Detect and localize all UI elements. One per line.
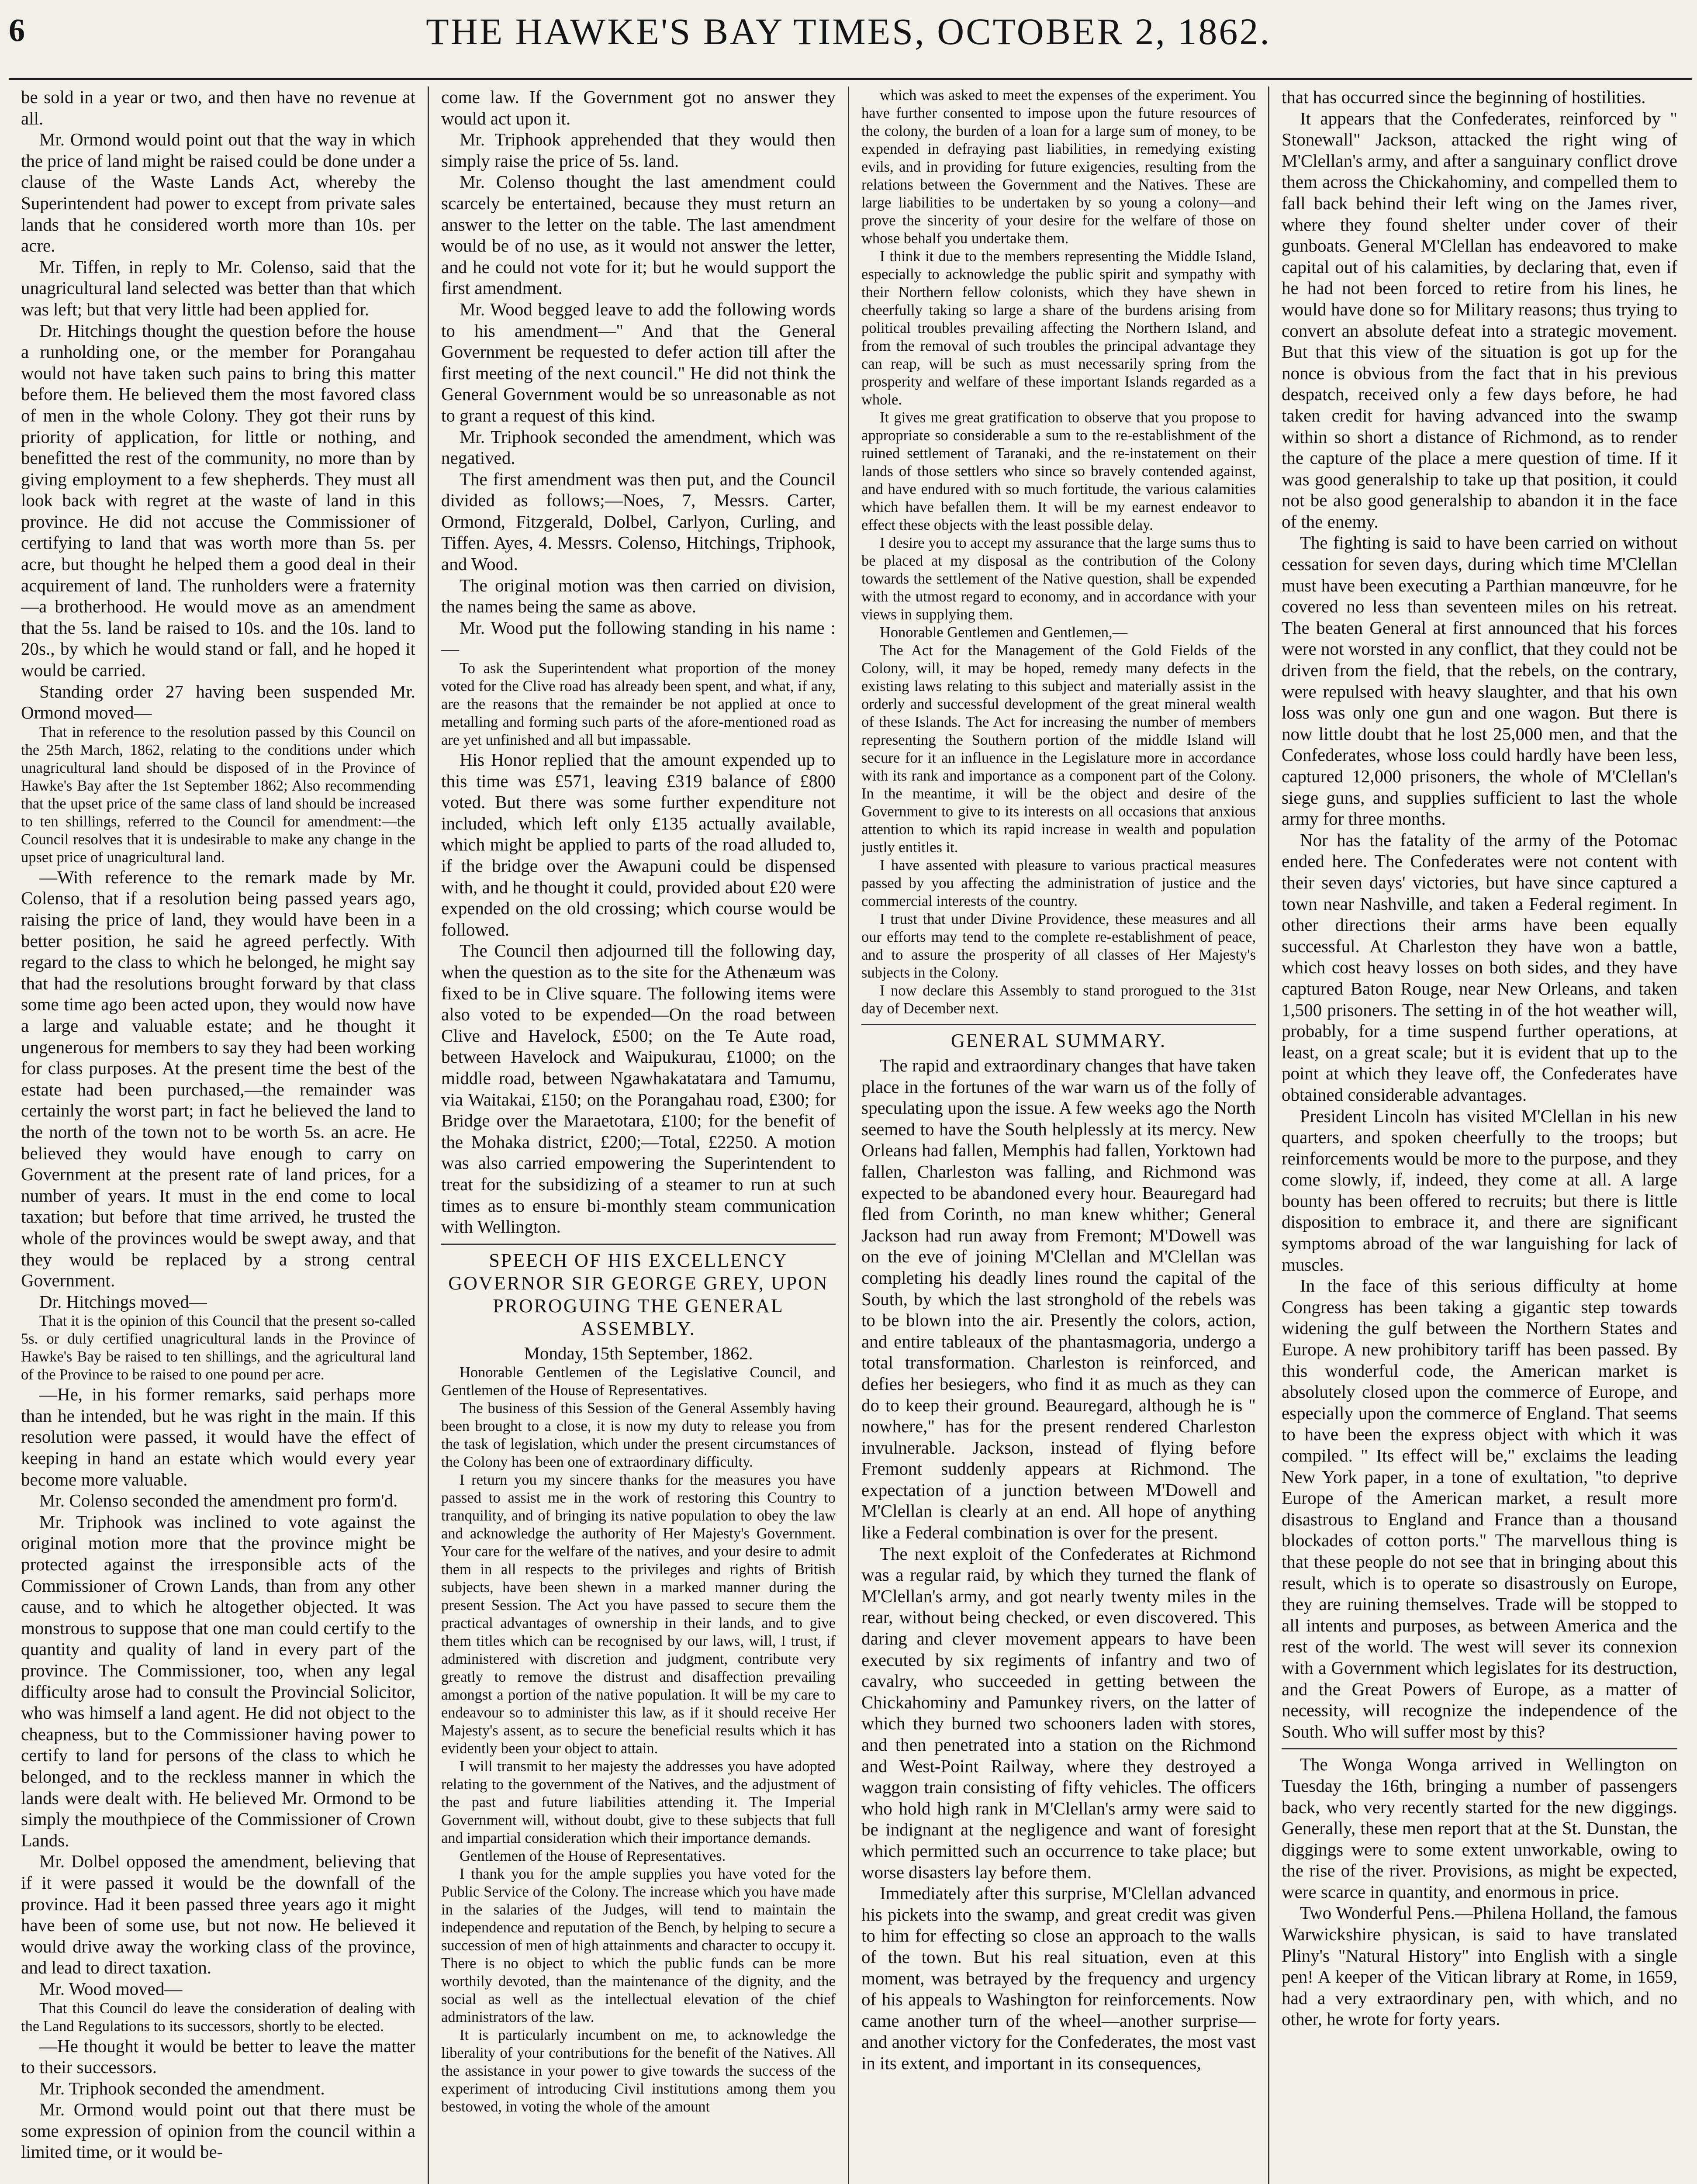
section-divider — [861, 1024, 1256, 1025]
article-paragraph: which was asked to meet the expenses of the experiment. You have further consented to impose upon the future resources of the colony, the burden of a loan for a large sum of money, to be expended in defraying past liabilities, in remedying existing evils, and in providing for future exigencies, resulting from the relations between the Government and the Natives. These are large liabilities to be undertaken by so young a colony—and prove the sincerity of your desire for the welfare of those on whose behalf you undertake them. — [861, 87, 1256, 247]
article-paragraph: The first amendment was then put, and the Council divided as follows;—Noes, 7, Messrs. Carter, Ormond, Fitzgerald, Dolbel, Carlyon, Curling, and Tiffen. Ayes, 4. Messrs. Colenso, Hitchings, Triphook, and Wood. — [441, 469, 836, 574]
page-number: 6 — [9, 13, 25, 48]
article-paragraph: that has occurred since the beginning of hostilities. — [1282, 87, 1646, 107]
article-paragraph: Mr. Ormond would point out that the way in which the price of land might be raised could be done under a clause of the Waste Lands Act, whereby the Superintendent had power to except from private sales lands that he considered worth more than 10s. per acre. — [21, 129, 415, 256]
article-paragraph: Dr. Hitchings thought the question before the house a runholding one, or the member for Porangahau would not have taken such pains to bring this matter before them. He believed them the most favored class of men in the whole Colony. They got their runs by priority of application, for little or nothing, and benefitted the rest of the community, no more than by giving employment to a few shepherds. They must all look back with regret at the waste of land in this province. He did not accuse the Commissioner of certifying to land that was worth more than 5s. per acre, but thought he helped them a good deal in their acquirement of land. The runholders were a fraternity—a brotherhood. He would move as an amendment that the 5s. land be raised to 10s. and the 10s. land to 20s., by which he would stand or fall, and he hoped it would be carried. — [21, 320, 415, 681]
column-2 — [429, 86, 849, 2184]
article-paragraph: The rapid and extraordinary changes that have taken place in the fortunes of the war warn us of the folly of speculating upon the issue. A few weeks ago the North seemed to have the South helplessly at its mercy. New Orleans had fallen, Memphis had fallen, Yorktown had fallen, Charleston was falling, and Richmond was expected to be abandoned every hour. Beauregard had fled from Corinth, no man knew whither; General Jackson had run away from Fremont; M'Dowell was on the eve of joining M'Clellan and M'Clellan was completing his deadly lines round the capital of the South, by which the last stronghold of the rebels was to be blown into the air. Presently the colors, action, and entire tableaux of the phantasmagoria, undergo a total transformation. Charleston is reinforced, and defies her besiegers, who find it as much as they can do to keep their ground. Beauregard, although he is " nowhere," has for the present rendered Charleston invulnerable. Jackson, instead of flying before Fremont suddenly appears at Richmond. The expectation of a junction between M'Dowell and M'Clellan is clearly at an end. All hope of anything like a Federal combination is over for the present. — [861, 1055, 1256, 1543]
article-paragraph: I think it due to the members representing the Middle Island, especially to acknowledge the public spirit and sympathy with their Northern fellow colonists, which they have shewn in cheerfully taking so large a share of the burdens arising from political troubles prevailing affecting the Northern Island, and from the removal of such troubles the principal advantage they can reap, will be such as must necessarily spring from the prosperity and welfare of these important Islands regarded as a whole. — [861, 248, 1256, 408]
article-paragraph: Mr. Colenso seconded the amendment pro form'd. — [39, 1490, 398, 1511]
column-1 — [9, 86, 429, 2184]
article-paragraph: Immediately after this surprise, M'Clellan advanced his pickets into the swamp, and great credit was given to him for effecting so close an approach to the walls of the town. But his real situation, even at this moment, was betrayed by the frequency and urgency of his appeals to Washington for reinforcements. Now came another turn of the wheel—another surprise—and another victory for the Confederates, the most vast in its extent, and important in its consequences, — [861, 1883, 1256, 2073]
article-paragraph: The next exploit of the Confederates at Richmond was a regular raid, by which they turned the flank of M'Clellan's army, and got nearly twenty miles in the rear, without being checked, or even discovered. This daring and clever movement appears to have been executed by six regiments of infantry and two of cavalry, who succeeded in getting between the Chickahominy and Pamunkey rivers, on the latter of which they burned two schooners laden with stores, and then penetrated into a station on the Richmond and West-Point Railway, where they destroyed a waggon train consisting of fifty vehicles. The officers who hold high rank in M'Clellan's army were said to be indignant at the negligence and want of foresight which permitted such an occurrence to take place; but worse disasters lay before them. — [861, 1543, 1256, 1882]
section-divider — [441, 1244, 836, 1245]
article-paragraph: That it is the opinion of this Council that the present so-called 5s. or duly certified unagricultural lands in the Province of Hawke's Bay be raised to ten shillings, and the agricultural land of the Province to be raised to one pound per acre. — [21, 1313, 415, 1383]
article-paragraph: —He thought it would be better to leave the matter to their successors. — [21, 2035, 415, 2077]
article-paragraph: The Act for the Management of the Gold Fields of the Colony, will, it may be hoped, remedy many defects in the existing laws relating to this subject and materially assist in the orderly and successful development of the great mineral wealth of these Islands. The Act for increasing the number of members representing the Southern portion of the middle Island will secure for it an influence in the Legislature more in accordance with its rank and importance as a component part of the Colony. In the meantime, it will be the object and desire of the Government to give to its interests on all occasions that anxious attention to which its rapid increase in wealth and population justly entitles it. — [861, 642, 1256, 856]
article-paragraph: Mr. Triphook seconded the amendment. — [39, 2078, 325, 2098]
article-paragraph: Mr. Ormond would point out that there must be some expression of opinion from the council within a limited time, or it would be- — [21, 2099, 415, 2162]
columns — [9, 86, 1690, 2184]
masthead-title: THE HAWKE'S BAY TIMES, OCTOBER 2, 1862. — [426, 10, 1271, 52]
article-paragraph: That this Council do leave the consideration of dealing with the Land Regulations to its successors, shortly to be elected. — [21, 2000, 415, 2035]
article-paragraph: That in reference to the resolution passed by this Council on the 25th March, 1862, relating to the conditions under which unagricultural land should be disposed of in the Province of Hawke's Bay after the 1st September 1862; Also recommending that the upset price of the same class of land should be increased to ten shillings, referred to the Council for amendment:—the Council resolves that it is undesirable to make any change in the upset price of unagricultural land. — [21, 723, 415, 866]
article-paragraph: I trust that under Divine Providence, these measures and all our efforts may tend to the complete re-establishment of peace, and to assure the prosperity of all classes of Her Majesty's subjects in the Colony. — [861, 911, 1256, 981]
article-paragraph: Mr. Triphook apprehended that they would then simply raise the price of 5s. land. — [441, 129, 836, 171]
article-paragraph: Mr. Wood put the following standing in his name :— — [441, 617, 836, 659]
article-paragraph: Mr. Dolbel opposed the amendment, believing that if it were passed it would be the downfall of the province. Had it been passed three years ago it might have been of some use, but not now. He believed it would drive away the working class of the province, and lead to direct taxation. — [21, 1851, 415, 1978]
section-divider — [1282, 1748, 1677, 1749]
article-paragraph: I thank you for the ample supplies you have voted for the Public Service of the Colony. The increase which you have made in the salaries of the Judges, will tend to maintain the independence and reputation of the Bench, by helping to secure a succession of men of high attainments and character to occupy it. There is no object to which the public funds can be more worthily devoted, than the maintenance of the dignity, and the social as well as the intellectual elevation of the chief administrators of the law. — [441, 1866, 836, 2026]
column-4 — [1269, 86, 1690, 2184]
article-paragraph: Mr. Wood begged leave to add the following words to his amendment—" And that the General Government be requested to defer action till after the first meeting of the next council." He did not think the General Government would be so unreasonable as not to grant a request of this kind. — [441, 299, 836, 425]
article-paragraph: I return you my sincere thanks for the measures you have passed to assist me in the work of restoring this Country to tranquility, and of bringing its native population to obey the law and acknowledge the authority of Her Majesty's Government. Your care for the welfare of the natives, and your desire to admit them in all respects to the privileges and rights of British subjects, have been shewn in a marked manner during the present Session. The Act you have passed to secure them the practical advantages of ownership in their lands, and to give them titles which can be recognised by our laws, will, I trust, if administered with discretion and judgment, contribute very greatly to remove the distrust and disaffection prevailing amongst a portion of the native population. It will be my care to endeavour so to administer this law, as if it should receive Her Majesty's assent, as to secure the beneficial results which it has evidently been your object to attain. — [441, 1472, 836, 1757]
article-paragraph: Mr. Wood moved— — [39, 1978, 183, 1999]
article-paragraph: President Lincoln has visited M'Clellan in his new quarters, and spoken cheerfully to the troops; but reinforcements would be more to the purpose, and they come slowly, if, indeed, they come at all. A large bounty has been offered to recruits; but there is little disposition to embrace it, and there are significant symptoms abroad of the war languishing for lack of muscles. — [1282, 1106, 1677, 1275]
article-paragraph: To ask the Superintendent what proportion of the money voted for the Clive road has already been spent, and what, if any, are the reasons that the remainder be not applied at once to metalling and forming such parts of the afore-mentioned road as are yet unfinished and all but impassable. — [441, 660, 836, 749]
article-paragraph: The business of this Session of the General Assembly having been brought to a close, it is now my duty to release you from the task of legislation, which under the present circumstances of the Colony has been one of extraordinary difficulty. — [441, 1400, 836, 1471]
article-paragraph: be sold in a year or two, and then have no revenue at all. — [21, 87, 415, 128]
article-paragraph: Gentlemen of the House of Representatives. — [460, 1848, 726, 1865]
article-paragraph: His Honor replied that the amount expended up to this time was £571, leaving £319 balance of £800 voted. But there was some further expenditure not included, which left only £135 actually available, which might be applied to parts of the road alluded to, if the bridge over the Awapuni could be dispensed with, and he thought it could, provided about £20 were expended on the old crossing; which course would be followed. — [441, 750, 836, 940]
article-paragraph: come law. If the Government got no answer they would act upon it. — [441, 87, 836, 128]
article-paragraph: Honorable Gentlemen of the Legislative Council, and Gentlemen of the House of Representatives. — [441, 1364, 836, 1399]
article-paragraph: Mr. Triphook seconded the amendment, which was negatived. — [441, 426, 836, 468]
article-paragraph: Dr. Hitchings moved— — [39, 1291, 207, 1312]
article-paragraph: The Wonga Wonga arrived in Wellington on Tuesday the 16th, bringing a number of passengers back, who very recently started for the new diggings. Generally, these men report that at the St. Dunstan, the diggings were to some extent unworkable, owing to the rise of the river. Provisions, as might be expected, were scarce in quantity, and enormous in price. — [1282, 1754, 1677, 1902]
article-paragraph: —With reference to the remark made by Mr. Colenso, that if a resolution being passed years ago, raising the price of land, they would have been in a better position, he said he agreed perfectly. With regard to the class to which he belonged, he might say that had the resolutions brought forward by that class some time ago been acted upon, they would now have a large and valuable estate; and he thought it ungenerous for members to say they had been working for class purposes. At the present time the best of the estate had been purchased,—the remainder was certainly the worst part; in fact he believed the land to the north of the town not to be worth 5s. an acre. He believed they would have enough to carry on Government at the present rate of land prices, for a number of years. It must in the end come to local taxation; but before that time arrived, he trusted the whole of the provinces would be swept away, and that they would be replaced by a strong central Government. — [21, 867, 415, 1291]
section-heading: GENERAL SUMMARY. — [951, 1030, 1166, 1051]
article-paragraph: Nor has the fatality of the army of the Potomac ended here. The Confederates were not content with their seven days' victories, but have since captured a town near Nashville, and taken a Federal regiment. In other directions their arms have been equally successful. At Charleston they have won a battle, which cost heavy losses on both sides, and they have captured Baton Rouge, near New Orleans, and taken 1,500 prisoners. The setting in of the hot weather will, probably, for a time suspend further operations, at least, on a great scale; but it is evident that up to the point at which they leave off, the Confederates have obtained considerable advantages. — [1282, 829, 1677, 1105]
article-paragraph: Mr. Tiffen, in reply to Mr. Colenso, said that the unagricultural land selected was better than that which was left; but that very little had been applied for. — [21, 256, 415, 319]
article-paragraph: Mr. Colenso thought the last amendment could scarcely be entertained, because they must return an answer to the letter on the table. The last amendment would be of no use, as it would not answer the letter, and he could not vote for it; but he would support the first amendment. — [441, 172, 836, 298]
article-paragraph: I now declare this Assembly to stand prorogued to the 31st day of December next. — [861, 982, 1256, 1017]
article-paragraph: —He, in his former remarks, said perhaps more than he intended, but he was right in the main. If this resolution were passed, it would have the effect of keeping in hand an estate which would every year become more valuable. — [21, 1384, 415, 1489]
article-paragraph: Mr. Triphook was inclined to vote against the original motion more that the province might be protected against the irresponsible acts of the Commissioner of Crown Lands, than from any other cause, and to which he altogether objected. It was monstrous to suppose that one man could certify to the quantity and quality of land in every part of the province. The Commissioner, too, when any legal difficulty arose had to consult the Provincial Solicitor, who was himself a land agent. He did not object to the cheapness, but to the Commissioner having power to certify to land for persons of the class to which he belonged, and to the reckless manner in which the lands were dealt with. He believed Mr. Ormond to be simply the mouthpiece of the Commissioner of Crown Lands. — [21, 1511, 415, 1850]
section-heading: SPEECH OF HIS EXCELLENCY GOVERNOR SIR GEORGE GREY, UPON PROROGUING THE GENERAL ASSEMBLY. — [448, 1249, 829, 1339]
article-paragraph: The fighting is said to have been carried on without cessation for seven days, during which time M'Clellan must have been executing a Parthian manœuvre, for he covered no less than seventeen miles on his retreat. The beaten General at first announced that his forces were not worsted in any conflict, that they could not be driven from the field, that the rebels, on the contrary, were repulsed with heavy slaughter, and that his own loss was only one gun and one wagon. But there is now little doubt that he lost 25,000 men, and that the Confederates, whose loss could hardly have been less, captured 12,000 prisoners, the whole of M'Clellan's siege guns, and supplies sufficient to last the whole army for three months. — [1282, 532, 1677, 829]
article-paragraph: It gives me great gratification to observe that you propose to appropriate so considerable a sum to the re-establishment of the ruined settlement of Taranaki, and the re-instatement on their lands of those settlers who since so bravely contended against, and have endured with so much fortitude, the various calamities which have befallen them. It will be my earnest endeavor to effect these objects with the least possible delay. — [861, 409, 1256, 533]
article-paragraph: It is particularly incumbent on me, to acknowledge the liberality of your contributions for the benefit of the Natives. All the assistance in your power to give towards the success of the experiment of introducing Civil institutions among them you bestowed, in voting the whole of the amount — [441, 2027, 836, 2115]
article-paragraph: It appears that the Confederates, reinforced by " Stonewall" Jackson, attacked the right wing of M'Clellan's army, and after a sanguinary conflict drove them across the Chickahominy, and compelled them to fall back behind their left wing on the James river, where they found shelter under cover of their gunboats. General M'Clellan has endeavored to make capital out of his calamities, by declaring that, even if he had not been forced to retire from his lines, he would have done so for Military reasons; thus trying to convert an absolute defeat into a strategic movement. But that this view of the situation is got up for the nonce is obvious from the fact that in his previous despatch, received only a few days before, he had taken credit for having advanced into the swamp within so short a distance of Richmond, as to render the capture of the place a mere question of time. If it was good generalship to take up that position, it could not be also good generalship to abandon it in the face of the enemy. — [1282, 108, 1677, 532]
column-3 — [849, 86, 1269, 2184]
article-paragraph: In the face of this serious difficulty at home Congress has been taking a gigantic step towards widening the gulf between the Northern States and Europe. A new prohibitory tariff has been passed. By this wonderful code, the American market is absolutely closed upon the commerce of Europe, and especially upon the commerce of England. That seems to have been the express object with which it was compiled. " Its effect will be," exclaims the leading New York paper, in a tone of exultation, "to deprive Europe of the American market, a result more disastrous to England and France than a thousand blockades of cotton ports." The marvellous thing is that these people do not see that in bringing about this result, which is to operate so disastrously on Europe, they are ruining themselves. Trade will be stopped to all intents and purposes, as between America and the rest of the world. The west will sever its connexion with a Government which legislates for its destruction, and the Great Powers of Europe, as a matter of necessity, will recognize the independence of the South. Who will suffer most by this? — [1282, 1275, 1677, 1742]
article-paragraph: I have assented with pleasure to various practical measures passed by you affecting the administration of justice and the commercial interests of the country. — [861, 857, 1256, 909]
article-paragraph: Two Wonderful Pens.—Philena Holland, the famous Warwickshire physican, is said to have translated Pliny's "Natural History" into English with a single pen! A keeper of the Vitican library at Rome, in 1659, had a very extraordinary pen, with which, and no other, he wrote for forty years. — [1282, 1903, 1677, 2029]
article-paragraph: The Council then adjourned till the following day, when the question as to the site for the Athenæum was fixed to be in Clive square. The following items were also voted to be expended—On the road between Clive and Havelock, £500; on the Te Aute road, between Havelock and Waipukurau, £1000; on the middle road, between Ngawhakatatara and Tamumu, via Waitakai, £150; on the Porangahau road, £300; for Bridge over the Maraetotara, £100; for the benefit of the Mohaka district, £200;—Total, £2250. A motion was also carried empowering the Superintendent to treat for the subsidizing of a steamer to run at such times as to ensure bi-monthly steam communication with Wellington. — [441, 940, 836, 1237]
article-paragraph: Honorable Gentlemen and Gentlemen,— — [880, 624, 1128, 641]
article-paragraph: I desire you to accept my assurance that the large sums thus to be placed at my disposal as the contribution of the Colony towards the settlement of the Native question, shall be expended with the utmost regard to economy, and in accordance with your views in supplying them. — [861, 535, 1256, 623]
header-rule — [9, 78, 1692, 80]
page-header — [0, 0, 1697, 92]
article-paragraph: Monday, 15th September, 1862. — [524, 1343, 753, 1363]
article-paragraph: Standing order 27 having been suspended Mr. Ormond moved— — [21, 681, 415, 723]
article-paragraph: The original motion was then carried on division, the names being the same as above. — [441, 575, 836, 617]
article-paragraph: I will transmit to her majesty the addresses you have adopted relating to the government of the Natives, and the adjustment of the past and future liabilities attending it. The Imperial Government will, without doubt, give to these subjects that full and impartial consideration which their importance demands. — [441, 1758, 836, 1847]
